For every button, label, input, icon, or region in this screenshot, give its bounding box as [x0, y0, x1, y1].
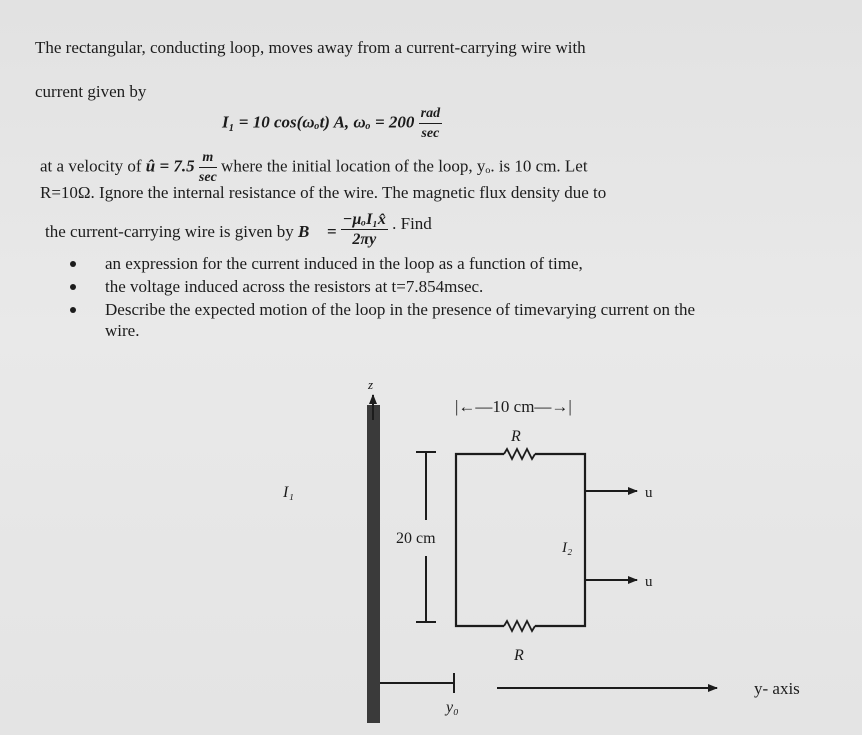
- bottom-resistor-label: R: [514, 647, 524, 664]
- unit-denominator: sec: [421, 126, 440, 141]
- velocity-unit-numerator: m: [199, 148, 217, 168]
- z-label: z: [368, 377, 374, 392]
- intro-line-2: current given by: [35, 82, 147, 101]
- width-dimension: |←—10 cm—→|: [455, 397, 572, 416]
- unit-numerator: rad: [419, 104, 442, 124]
- wire-current-label: I₁: [283, 484, 294, 501]
- find-text: . Find: [392, 214, 432, 234]
- intro-line-1: The rectangular, conducting loop, moves away from a current-carrying wire with: [35, 38, 586, 57]
- velocity-label-top: u: [645, 485, 653, 501]
- current-wire: [367, 405, 380, 723]
- field-denominator: 2πy: [352, 231, 377, 248]
- loop-left-side: [456, 454, 504, 626]
- velocity-equation: û = 7.5: [145, 156, 195, 176]
- bottom-resistor: [504, 621, 535, 631]
- task-text: the voltage induced across the resistors at t=7.854msec.: [105, 277, 484, 296]
- y0-label: y₀: [446, 699, 459, 716]
- flux-text: The magnetic flux density due to: [381, 183, 607, 202]
- velocity-label-bottom: u: [645, 574, 653, 590]
- top-resistor: [504, 449, 535, 459]
- field-prefix: the current-carrying wire is given by: [45, 222, 294, 242]
- top-resistor-label: R: [511, 428, 521, 445]
- resistance-text: R=10Ω. Ignore the internal resistance of the wire.: [40, 183, 379, 202]
- task-text: an expression for the current induced in the loop as a function of time,: [105, 254, 583, 273]
- loop-right-side: [535, 454, 585, 626]
- task-text: Describe the expected motion of the loop in the presence of timevarying current on the wire.: [105, 300, 696, 340]
- velocity-unit-denominator: sec: [198, 170, 217, 185]
- field-lhs: B⃗ =: [298, 222, 337, 242]
- y-axis-label: y- axis: [754, 679, 800, 698]
- current-equation-body: I₁ = 10 cos(ωₒt) A, ωₒ = 200: [222, 112, 415, 132]
- height-dimension: 20 cm: [396, 530, 436, 547]
- velocity-suffix: where the initial location of the loop, yₒ. is 10 cm. Let: [221, 156, 588, 176]
- loop-current-label: I₂: [562, 540, 573, 556]
- velocity-prefix: at a velocity of: [40, 156, 142, 176]
- field-numerator: −μₒI₁x̂: [342, 211, 386, 228]
